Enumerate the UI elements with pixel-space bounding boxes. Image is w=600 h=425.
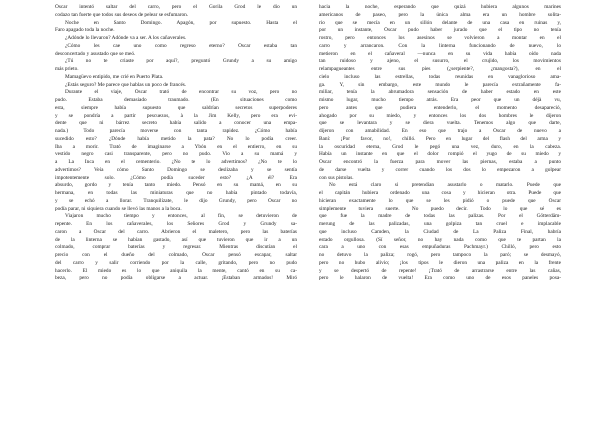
text-line: metieron en el cañaveral —nunca en su vida había oído nada — [319, 50, 561, 57]
text-line: ¿Adónde lo llevaron? Adónde va a ser. A los cañaverales. — [65, 35, 187, 41]
text-line: Baní: ¡Por favor, no!, chilló. Pero en lugar del flash del arma y — [319, 135, 561, 142]
text-line: la oscuridad eterna, Grod le pegó una vez, duro, en la cabeza. — [319, 143, 561, 150]
text-line: esta, siempre había supuesto que saldrían secretos superpoderes — [55, 104, 297, 111]
text-line: del carro y salir corriendo por la calle, gritando, pero no pudo — [55, 259, 297, 266]
text-line: Había un instante en que el dolor rompió el yugo de su miedo y — [319, 151, 561, 158]
text-line: que incluso Camden, la Ciudad de La Paliza Final, habría — [319, 228, 561, 235]
text-line: de la linterna se habían gastado, así que tuvieron que ir a un — [55, 236, 297, 243]
text-line: y se despertó de repente! ¡Trató de arrastrarse entre las cañas, — [319, 267, 561, 274]
text-line: pudo. Estaba demasiado traumado. (En situaciones como — [55, 97, 297, 103]
text-line: hacerlo. El miedo es lo que aniquila la mente, cantó en su ca- — [55, 267, 297, 274]
page-gutter — [299, 0, 300, 425]
text-line: Mamagüevo entipido, me crié en Puerto Plata. — [65, 73, 164, 80]
text-line: hicieran exactamente lo que se les pidió o puede que Óscar — [319, 197, 561, 204]
text-line: Noche en Santo Domingo. Apagón, por supuesto. Hasta el — [65, 19, 297, 26]
text-line: rostro, pero entonces los asesinos se volvieron a montar en el — [319, 35, 561, 41]
text-line: vestido negro casi transparente, pero no pudo. Vio a su mamá y — [55, 151, 297, 158]
text-line: podía parar, ni siquiera cuando se llevó las manos a la boca. — [55, 205, 182, 212]
text-line: hacia la noche, esperando que quizá hubiera algunos marines — [319, 4, 561, 10]
text-line: ahogado por su miedo, y entonces los dos hombres le dijeron — [319, 112, 561, 119]
text-line: Iba a morir. Trató de imaginarse a Ybón en el entierro, en su — [55, 143, 297, 150]
text-line: cielo incluso las estrellas, todas reunidas en vanaglorioso ama- — [319, 73, 561, 80]
text-line: codazo tan fuerte que todos sus deseos de pelear se esfumaron. — [55, 11, 189, 18]
text-line: a La Inca en el cementerio. ¿No te lo advertimos? ¿No te lo — [55, 159, 297, 165]
text-line: y se pondría a partir pescuezos, à la Jim Kelly, pero era evi- — [55, 112, 297, 119]
text-line: el capitán hubiera ordenado una cosa y hicieran otra. Puede que — [319, 190, 561, 196]
text-line: americanos de paseo, pero la única alma era un hombre solita- — [319, 11, 561, 18]
text-line: cara a uno con esas empuñaduras Pachmayr.) Chilló, pero esto — [319, 244, 561, 251]
text-line: relampagueantes entre sus pies (¿serpiente?, ¿mangosta?), en el — [319, 66, 561, 72]
text-line: pero le halaron de vuelta! Era como uno de esos paneles posa- — [319, 275, 561, 282]
text-line: estado orgullosa. (Sí señor, no hay nada como que te partan la — [319, 236, 561, 243]
text-line: caron a Óscar del carro. Abrieron el maletero, pero las baterías — [55, 228, 297, 235]
text-line: sucedido esto? ¿Dónde había metido la pata? No lo podía creer. — [55, 135, 297, 142]
text-line: más prieto. — [55, 66, 79, 72]
text-line: pero no hubo alivio; ¡los tipos le dieron una paliza en la frente — [319, 259, 561, 266]
text-line: Óscar encontró la fuerza para mover las piernas, estaba a punto — [319, 159, 561, 165]
text-line: Viajaron mucho tiempo y entonces, al fin, se detuvieron de — [65, 213, 297, 220]
text-line: Durante el viaje, Óscar trató de encontrar su voz, pero no — [65, 89, 297, 96]
left-page — [55, 4, 297, 283]
text-line: simplemente tuviera suerte. No puedo decir. Todo lo que sé es — [319, 205, 561, 212]
text-line: ¿Estás seguro? Me parece que hablas un poco de francés. — [65, 81, 187, 88]
text-line: mismo lugar, mucho tiempo atrás. Era peor que un déjà vu, — [319, 97, 561, 103]
text-line: carro y arrancaron. Con la linterna funcionando de nuevo, lo — [319, 42, 561, 49]
text-line: y se echó a llorar. Tranquilízate, le dijo Grundy, pero Óscar no — [55, 197, 297, 204]
text-line: ¿Tú no te criaste por aquí?, preguntó Grundy a su amigo — [65, 58, 297, 65]
text-line: pero antes que pudiera entenderlo, el momento desapareció, — [319, 104, 561, 111]
text-line: no detuvo la paliza; rogó, pero tampoco la paró; se desmayó, — [319, 252, 561, 258]
text-line: dijeron con amabilidad. En eso que trajo a Óscar de nuevo a — [319, 128, 561, 134]
text-line: repente. En los cañaverales, los Señores Grod y Grundy sa- — [55, 221, 297, 227]
text-line: beza, pero no podía obligarse a actuar. ¡Estaban armados! Miró — [55, 275, 297, 282]
text-line: que fue la madre de todas las palizas. Por el Götterdäm- — [319, 213, 561, 220]
text-line: de darse vuelta y correr cuando los dos lo empezaron a golpear — [319, 166, 561, 173]
right-page — [319, 4, 561, 283]
text-line: No está claro si pretendían asustarlo o matarlo. Puede que — [329, 182, 561, 189]
text-line: por un instante, Óscar pudo haber jurado que el tipo no tenía — [319, 27, 561, 34]
text-line: tan ruidoso y ajeno, el susurro, el crujido, los movimientos — [319, 58, 561, 65]
text-line: ga. Y, sin embargo, este mundo le parecía extrañamente fa- — [319, 81, 561, 88]
text-line: Óscar intentó saltar del carro, pero el Gorila Grod le dio un — [55, 4, 297, 10]
text-line: rio que se mecía en un sillón delante de una casa en ruinas y, — [319, 19, 561, 26]
text-line: precio con el dueño del colmado, Óscar pensó escapar, saltar — [55, 252, 297, 258]
text-line: miliar, tenía la abrumadora sensación de haber estado en este — [319, 89, 561, 96]
text-line: impotentemente solo. ¿Cómo podía suceder esto? ¿A él? Era — [55, 174, 297, 181]
text-line: merung de las palizadas, una golpiza tan cruel e implacable — [319, 221, 561, 227]
text-line: Faro apagado toda la noche. — [55, 27, 115, 34]
text-line: dente que ni bárrez secreto había salido a conocer una empa- — [55, 120, 297, 127]
text-line: absurdo, gordo y tenía tanto miedo. Pensó en su mamá, en su — [55, 182, 297, 189]
text-line: desconcertado y asustado que se meó. — [55, 50, 136, 57]
text-line: que se levantara y se diera vuelta. Tenemos algo que darte, — [319, 120, 561, 127]
text-line: con sus pistolas. — [319, 174, 354, 181]
text-line: advertimos? Veía cómo Santo Domingo se deslizaba y se sentía — [55, 166, 297, 173]
text-line: ¿Cómo les cae uno como regreso eterno? Óscar estaba tan — [65, 42, 297, 49]
text-line: colmado, comprar baterías y regresar. Mientras discutían el — [55, 244, 297, 251]
text-line: nada.) Todo parecía moverse con tanta rapidez. ¿Cómo había — [55, 128, 297, 134]
text-line: hermana, en todas las miniaturas que no había pintado todavía, — [55, 190, 297, 196]
